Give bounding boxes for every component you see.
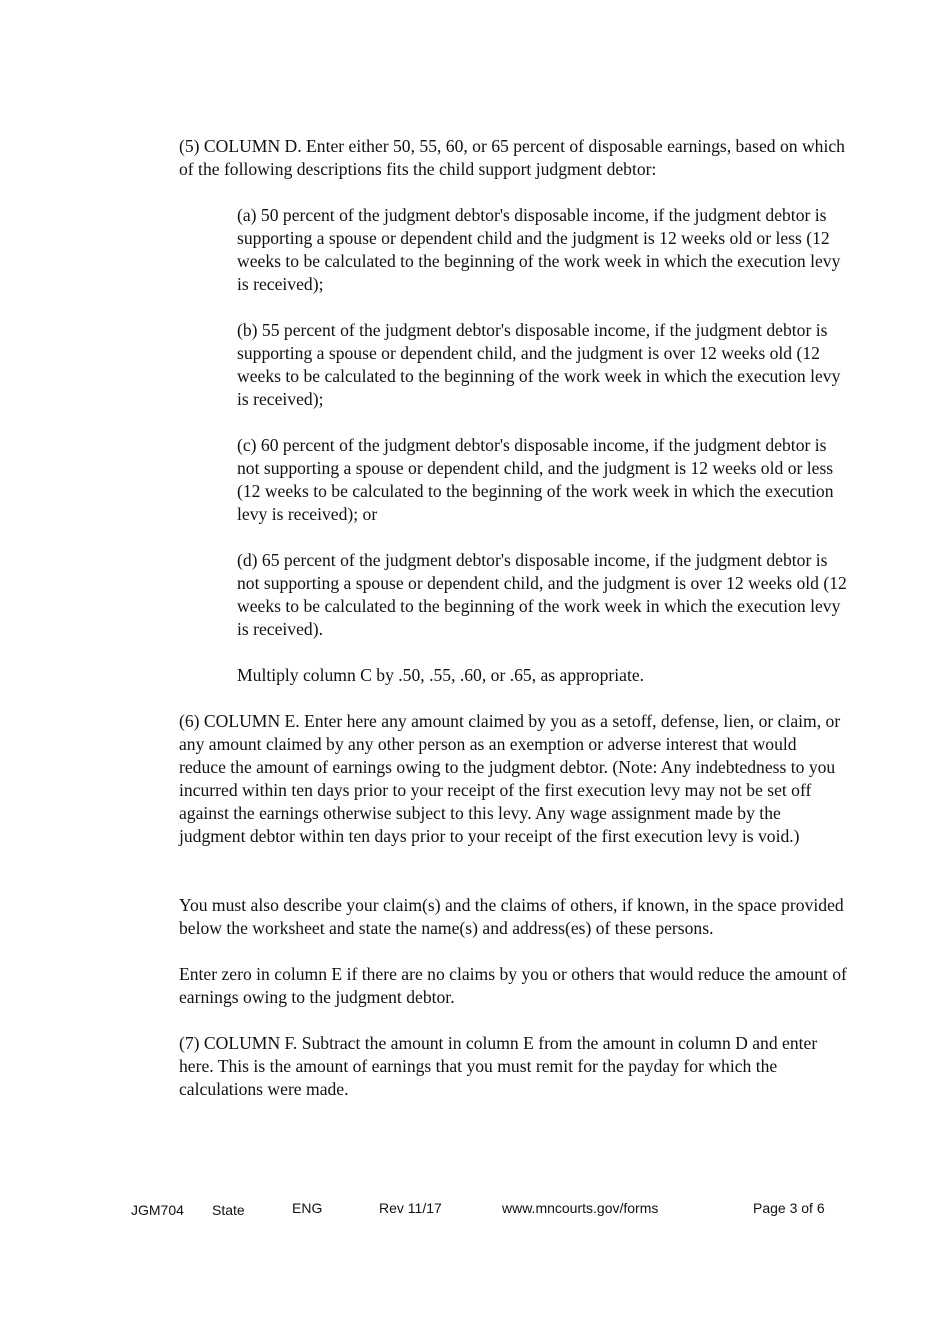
- footer-revision: Rev 11/17: [379, 1200, 442, 1216]
- describe-claims-paragraph: You must also describe your claim(s) and the claims of others, if known, in the space provided below the worksheet and state the name(s) and address(es) of these persons.: [179, 895, 844, 938]
- enter-zero-paragraph: Enter zero in column E if there are no claims by you or others that would reduce the amount of earnings owing to the judgment debtor.: [179, 964, 847, 1007]
- footer-language: ENG: [292, 1200, 323, 1216]
- page-footer: [0, 1200, 950, 1222]
- footer-page-number: Page 3 of 6: [753, 1200, 825, 1216]
- footer-url-link[interactable]: www.mncourts.gov/forms: [502, 1200, 659, 1216]
- column-f-paragraph: (7) COLUMN F. Subtract the amount in column E from the amount in column D and enter here. This is the amount of earnings that you must remit for the payday for which the calculations were made.: [179, 1033, 818, 1099]
- option-a-paragraph: (a) 50 percent of the judgment debtor's disposable income, if the judgment debtor is supporting a spouse or dependent child and the judgment is 12 weeks old or less (12 weeks to be calculated to the beginning of the work week in which the execution levy is received);: [237, 205, 841, 294]
- option-c-paragraph: (c) 60 percent of the judgment debtor's disposable income, if the judgment debtor is not supporting a spouse or dependent child, and the judgment is 12 weeks old or less (12 weeks to be calculated to the beginning of the work week in which the execution levy is received); or: [237, 435, 834, 524]
- option-d-paragraph: (d) 65 percent of the judgment debtor's disposable income, if the judgment debtor is not supporting a spouse or dependent child, and the judgment is over 12 weeks old (12 weeks to be calculated to the beginning of the work week in which the execution levy is received).: [237, 550, 847, 639]
- footer-state: State: [212, 1202, 245, 1218]
- option-b-paragraph: (b) 55 percent of the judgment debtor's disposable income, if the judgment debtor is supporting a spouse or dependent child, and the judgment is over 12 weeks old (12 weeks to be calculated to the beginning of the work week in which the execution levy is received);: [237, 320, 841, 409]
- column-e-paragraph: (6) COLUMN E. Enter here any amount claimed by you as a setoff, defense, lien, or claim, or any amount claimed by any other person as an exemption or adverse interest that would reduce the amount of earnings owing to the judgment debtor. (Note: Any indebtedness to you incurred within ten days prior to your receipt of the first execution levy may not be set off against the earnings otherwise subject to this levy. Any wage assignment made by the judgment debtor within ten days prior to your receipt of the first execution levy is void.): [179, 711, 841, 846]
- footer-form-code: JGM704: [131, 1202, 184, 1218]
- column-d-paragraph: (5) COLUMN D. Enter either 50, 55, 60, or 65 percent of disposable earnings, based on which of the following descriptions fits the child support judgment debtor:: [179, 136, 845, 179]
- multiply-instruction: Multiply column C by .50, .55, .60, or .65, as appropriate.: [237, 665, 645, 685]
